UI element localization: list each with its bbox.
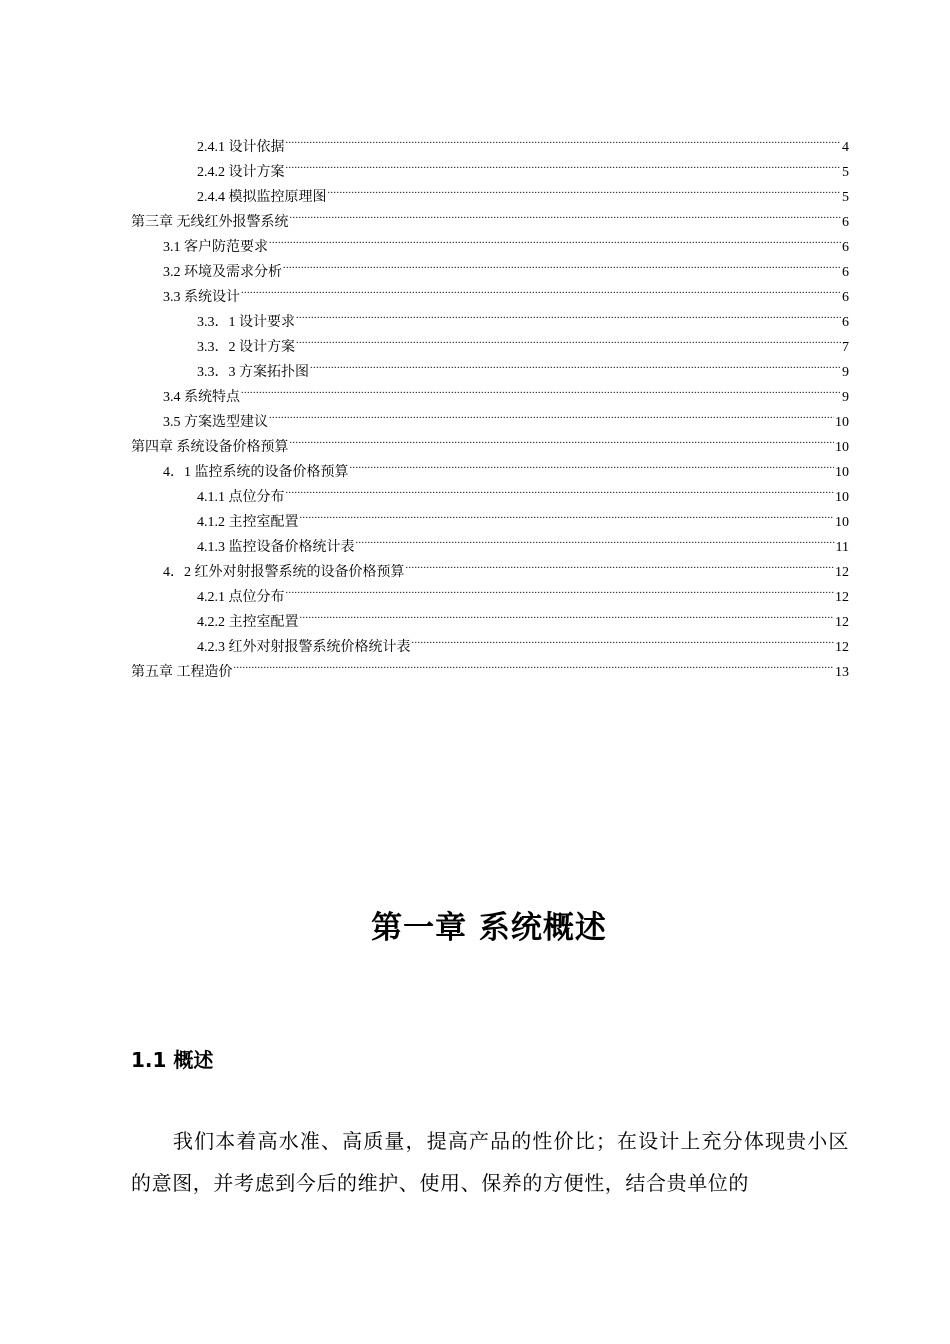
toc-entry[interactable] <box>131 126 849 155</box>
toc-entry-title: 2.4.1 设计依据 <box>197 140 285 155</box>
table-of-contents <box>131 126 849 680</box>
toc-entry-page: 11 <box>835 540 849 555</box>
toc-leader-dots <box>290 426 835 451</box>
toc-entry-page: 6 <box>842 315 849 330</box>
toc-entry-title: 3.1 客户防范要求 <box>163 240 268 255</box>
toc-entry-title: 4.2.3 红外对射报警系统价格统计表 <box>197 640 411 655</box>
toc-entry-title: 4．2 红外对射报警系统的设备价格预算 <box>163 565 405 580</box>
toc-leader-dots <box>283 251 841 276</box>
toc-leader-dots <box>300 601 835 626</box>
toc-leader-dots <box>269 226 841 251</box>
toc-entry-title: 2.4.4 模拟监控原理图 <box>197 190 327 205</box>
toc-leader-dots <box>241 376 841 401</box>
toc-leader-dots <box>290 201 842 226</box>
toc-entry-title: 4.2.1 点位分布 <box>197 590 285 605</box>
toc-leader-dots <box>286 476 835 501</box>
toc-entry-title: 4．1 监控系统的设备价格预算 <box>163 465 349 480</box>
toc-entry-title: 第五章 工程造价 <box>131 665 233 680</box>
toc-leader-dots <box>300 501 835 526</box>
toc-entry-title: 4.1.3 监控设备价格统计表 <box>197 540 355 555</box>
toc-entry-page: 12 <box>835 565 849 580</box>
toc-entry-page: 10 <box>835 465 849 480</box>
toc-leader-dots <box>406 551 835 576</box>
toc-entry-title: 3.2 环境及需求分析 <box>163 265 282 280</box>
toc-entry-title: 第三章 无线红外报警系统 <box>131 215 289 230</box>
toc-entry-page: 10 <box>835 415 849 430</box>
toc-leader-dots <box>356 526 835 551</box>
toc-entry-title: 第四章 系统设备价格预算 <box>131 440 289 455</box>
toc-entry-page: 6 <box>842 215 849 230</box>
toc-entry-page: 5 <box>842 190 849 205</box>
toc-entry-page: 6 <box>842 290 849 305</box>
toc-leader-dots <box>286 151 842 176</box>
toc-entry-title: 2.4.2 设计方案 <box>197 165 285 180</box>
toc-entry-page: 6 <box>842 240 849 255</box>
toc-leader-dots <box>310 351 841 376</box>
toc-entry-title: 3.3．2 设计方案 <box>197 340 295 355</box>
toc-entry-title: 3.4 系统特点 <box>163 390 240 405</box>
toc-entry-title: 4.2.2 主控室配置 <box>197 615 299 630</box>
toc-entry-title: 3.3．3 方案拓扑图 <box>197 365 309 380</box>
toc-entry-page: 5 <box>842 165 849 180</box>
toc-leader-dots <box>412 626 835 651</box>
toc-leader-dots <box>296 326 841 351</box>
body-paragraph: 我们本着高水准、高质量，提高产品的性价比；在设计上充分体现贵小区的意图，并考虑到今后的维护、使用、保养的方便性，结合贵单位的 <box>131 1129 849 1195</box>
toc-leader-dots <box>350 451 835 476</box>
toc-entry-title: 3.3 系统设计 <box>163 290 240 305</box>
toc-entry-page: 12 <box>835 615 849 630</box>
toc-leader-dots <box>241 276 841 301</box>
toc-leader-dots <box>296 301 841 326</box>
toc-entry-title: 4.1.2 主控室配置 <box>197 515 299 530</box>
toc-entry-title: 3.5 方案选型建议 <box>163 415 268 430</box>
toc-entry-page: 12 <box>835 590 849 605</box>
chapter-heading: 第一章 系统概述 <box>371 910 607 946</box>
toc-leader-dots <box>234 651 835 676</box>
toc-leader-dots <box>286 126 842 151</box>
toc-entry-page: 6 <box>842 265 849 280</box>
toc-leader-dots <box>269 401 834 426</box>
toc-entry-page: 10 <box>835 440 849 455</box>
toc-entry-page: 9 <box>842 365 849 380</box>
toc-entry-page: 10 <box>835 490 849 505</box>
toc-entry-page: 10 <box>835 515 849 530</box>
toc-entry-page: 12 <box>835 640 849 655</box>
toc-entry-title: 4.1.1 点位分布 <box>197 490 285 505</box>
toc-entry-page: 9 <box>842 390 849 405</box>
toc-leader-dots <box>328 176 842 201</box>
toc-entry-page: 4 <box>842 140 849 155</box>
toc-entry-title: 3.3．1 设计要求 <box>197 315 295 330</box>
toc-leader-dots <box>286 576 835 601</box>
toc-entry[interactable] <box>131 651 849 680</box>
toc-entry-page: 13 <box>835 665 849 680</box>
section-heading: 1.1 概述 <box>131 1048 214 1072</box>
toc-entry-page: 7 <box>842 340 849 355</box>
